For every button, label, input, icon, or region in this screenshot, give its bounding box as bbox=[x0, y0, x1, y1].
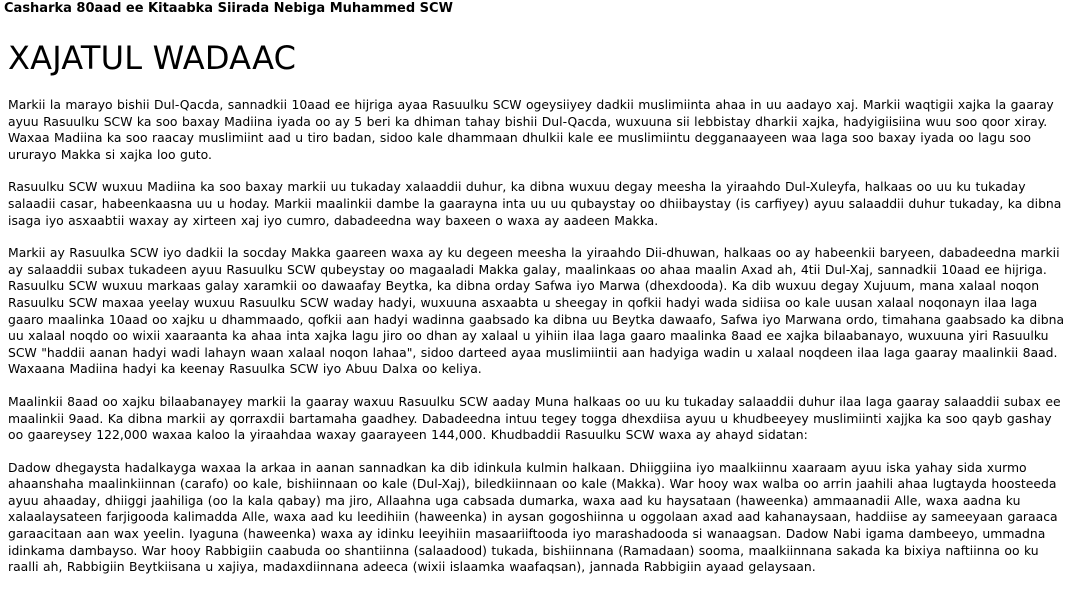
page-title: XAJATUL WADAAC bbox=[8, 39, 297, 77]
article-paragraph: Rasuulku SCW wuxuu Madiina ka soo baxay markii uu tukaday xalaaddii duhur, ka dibna wuxuu degay meesha la yiraahdo Dul-Xuleyfa, halkaas oo uu ku tukaday salaadii casar, habeenkaasna uu u hoday. Markii maalinkii dambe la gaarayna inta uu uu qubaystay oo dhiibaystay (is carfiyey) ayuu salaaddii duhur tukaday, ka dibna isaga iyo asxaabtii waxay ay xirteen xaj iyo cumro, dabadeedna way baxeen o waxa ay aadeen Makka. bbox=[8, 179, 1062, 228]
article-paragraph: Maalinkii 8aad oo xajku bilaabanayey markii la gaaray waxuu Rasuulku SCW aaday Muna halkaas oo uu ku tukaday salaaddii duhur ilaa laga gaaray salaaddii subax ee maalinkii 9aad. Ka dibna markii ay qorraxdii bartamaha gaadhey. Dabadeedna intuu tegey togga dhexdiisa ayuu u khudbeeyey muslimiinti xajjka ka soo qayb gashay oo gaareysey 122,000 waxaa kaloo la yiraahdaa waxay gaarayeen 144,000. Khudbaddii Rasuulku SCW waxa ay ahayd sidatan: bbox=[8, 393, 1061, 443]
article-paragraph: Markii la marayo bishii Dul-Qacda, sannadkii 10aad ee hijriga ayaa Rasuulku SCW ogeysiiyey dadkii muslimiinta ahaa in uu aadayo xaj. Markii waqtigii xajka la gaaray ayuu Rasuulku SCW ka soo baxay Madiina iyada oo ay 5 beri ka dhiman tahay bishii Dul-Qacda, wuxuuna sii lebbistay dharkii xajka, hadyigiisiina wuu soo qoor xiray. Waxaa Madiina ka soo raacay muslimiint aad u tiro badan, sidoo kale dhammaan dhulkii kale ee muslimiintu degganaayeen waa laga soo baxay iyada oo lagu soo ururayo Makka si xajka loo guto. bbox=[8, 97, 1054, 162]
article-paragraph: Markii ay Rasuulka SCW iyo dadkii la socday Makka gaareen waxa ay ku degeen meesha la yiraahdo Dii-dhuwan, halkaas oo ay habeenkii baryeen, dabadeedna markii ay salaaddii subax tukadeen ayuu Rasuulku SCW qubeystay oo magaaladi Makka galay, maalinkaas oo ahaa maalin Axad ah, 4tii Dul-Xaj, sannadkii 10aad ee hijriga. Rasuulku SCW wuxuu markaas galay xaramkii oo dawaafay Beytka, ka dibna orday Safwa iyo Marwa (dhexdooda). Ka dib wuxuu degay Xujuum, mana xalaal noqon Rasuulku SCW maxaa yeelay wuxuu Rasuulku SCW waday hadyi, wuxuuna asxaabta u sheegay in qofkii hadyi wada sidiisa oo kale uusan xalaal noqonayn ilaa laga gaaro maalinka 10aad oo xajku u dhammaado, qofkii aan hadyi wadinna gaabsado ka dibna uu Beytka dawaafo, Safwa iyo Marwana ordo, timahana gaabsado ka dibna uu xalaal noqdo oo wixii xaaraanta ka ahaa inta xajka lagu jiro oo dhan ay xalaal u yihiin ilaa laga gaaro maalinka 8aad ee xajka bilaabanayo, wuxuuna yiri Rasuulku SCW "haddii aanan hadyi wadi lahayn waan xalaal noqon lahaa", sidoo darteed ayaa muslimiintii aan hadyiga wadin u xalaal noqdeen ilaa laga gaaray maalinkii 8aad. Waxaana Madiina hadyi ka keenay Rasuulka SCW iyo Abuu Dalxa oo keliya. bbox=[8, 245, 1065, 377]
article-paragraph: Dadow dhegaysta hadalkayga waxaa la arkaa in aanan sannadkan ka dib idinkula kulmin halkaan. Dhiiggiina iyo maalkiinnu xaaraam ayuu iska yahay sida xurmo ahaanshaha maalinkiinnan (carafo) oo kale, bishiinnaan oo kale (Dul-Xaj), biledkiinnaan oo kale (Makka). War hooy wax walba oo arrin jaahili ahaa lugtayda hoosteeda ayuu ahaaday, dhiiggi jaahiliga (oo la kala qabay) ma jiro, Allaahna uga cabsada dumarka, waxa aad ku haysataan (haweenka) ammaanadii Alle, waxa aadna ku xalaalaysateen farjigooda kalimadda Alle, waxa aad ku leedihiin (haweenka) in aysan gogoshiinna u oggolaan axad aad kahanaysaan, haddiise ay sameeyaan garaaca garaacitaan aan wax yeelin. Iyaguna (haweenka) waxa ay idinku leeyihiin masaariiftooda iyo marashadooda si wanaagsan. Dadow Nabi igama dambeeyo, ummadna idinkama dambayso. War hooy Rabbigiin caabuda oo shantiinna (salaadood) tukada, bishiinnana (Ramadaan) sooma, maalkiinnana sakada ka bixiya naftiinna oo ku raalli ah, Rabbigiin Beytkiisana u xajiya, madaxdiinnana adeeca (wixii islaamka waafaqsan), jannada Rabbigiin ayaad gelaysaan. bbox=[8, 459, 1058, 575]
article bbox=[8, 38, 1068, 592]
page-header: Casharka 80aad ee Kitaabka Siirada Nebiga Muhammed SCW bbox=[4, 1, 453, 16]
